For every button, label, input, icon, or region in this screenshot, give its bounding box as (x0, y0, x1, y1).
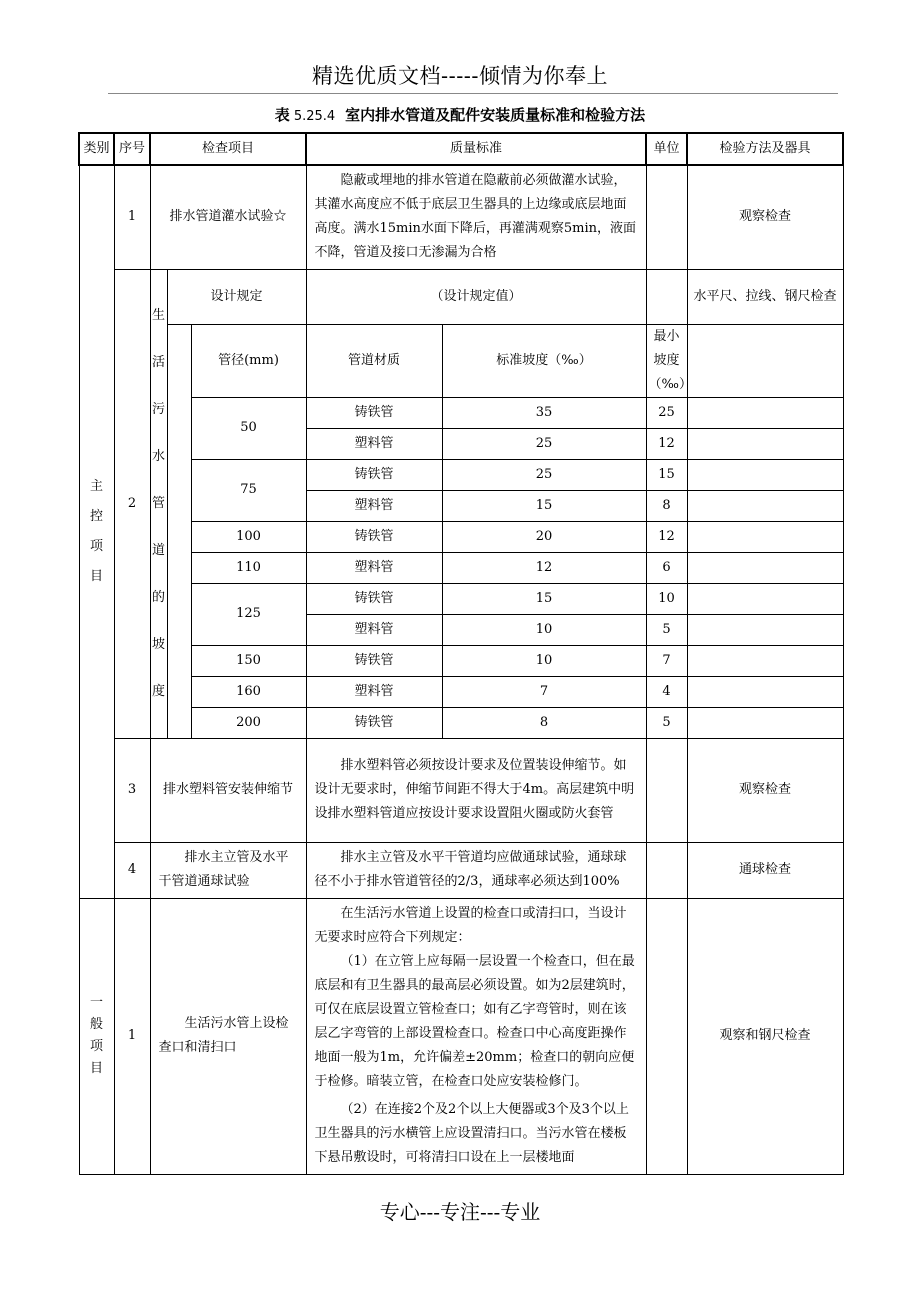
category-general-label: 一般项目 (90, 995, 104, 1076)
seq-cell: 3 (114, 738, 150, 842)
std-slope-cell: 10 (442, 645, 646, 676)
seq-cell: 2 (114, 269, 150, 738)
standard-intro: 在生活污水管道上设置的检查口或清扫口，当设计无要求时应符合下列规定： (314, 906, 627, 945)
std-slope-cell: 10 (442, 614, 646, 645)
min-slope-cell: 5 (646, 707, 687, 738)
unit-cell (687, 552, 843, 583)
unit-cell (646, 269, 687, 324)
item-cell: 排水主立管及水平干管道通球试验 (150, 842, 306, 898)
method-cell: 观察检查 (687, 165, 843, 269)
unit-cell (687, 428, 843, 459)
std-slope-cell: 25 (442, 459, 646, 490)
min-slope-cell: 12 (646, 521, 687, 552)
slope-row (79, 645, 843, 676)
material-cell: 塑料管 (306, 490, 442, 521)
material-cell: 铸铁管 (306, 521, 442, 552)
design-label: 设计规定 (167, 269, 306, 324)
min-slope-cell: 6 (646, 552, 687, 583)
page-footer: 专心---专注---专业 (379, 1200, 541, 1224)
method-cell: 通球检查 (687, 842, 843, 898)
diameter-cell: 200 (191, 707, 306, 738)
min-slope-cell: 12 (646, 428, 687, 459)
col-unit: 单位 (646, 133, 687, 165)
std-slope-cell: 12 (442, 552, 646, 583)
std-slope-cell: 15 (442, 490, 646, 521)
min-slope-cell: 10 (646, 583, 687, 614)
slope-row (79, 707, 843, 738)
main-row-3 (79, 738, 843, 842)
header-divider (108, 93, 838, 94)
standard-cell: 排水主立管及水平干管道均应做通球试验，通球球径不小于排水管道管径的2/3，通球率必须达到100% (306, 842, 646, 898)
standard-cell: 排水塑料管必须按设计要求及位置装设伸缩节。如设计无要求时，伸缩节间距不得大于4m。高层建筑中明设排水塑料管道应按设计要求设置阻火圈或防火套管 (306, 738, 646, 842)
std-slope-cell: 35 (442, 397, 646, 428)
item-cell: 排水管道灌水试验☆ (150, 165, 306, 269)
caption-title: 室内排水管道及配件安装质量标准和检验方法 (345, 106, 646, 124)
standard-cell (306, 898, 646, 1174)
main-row-1 (79, 165, 843, 269)
slope-row (79, 676, 843, 707)
diameter-cell: 50 (191, 397, 306, 459)
table-caption (0, 104, 920, 125)
seq-cell: 1 (114, 165, 150, 269)
quality-standard-table (78, 132, 844, 1175)
unit-cell (687, 490, 843, 521)
std-spacer (167, 324, 191, 738)
min-slope-cell: 5 (646, 614, 687, 645)
slope-row (79, 552, 843, 583)
diameter-cell: 125 (191, 583, 306, 645)
col-item: 检查项目 (150, 133, 306, 165)
slope-subheader-row (79, 324, 843, 397)
min-slope-cell: 4 (646, 676, 687, 707)
caption-prefix: 表 (274, 106, 290, 124)
unit-cell (646, 165, 687, 269)
material-cell: 铸铁管 (306, 583, 442, 614)
design-value: （设计规定值） (306, 269, 646, 324)
col-material: 管道材质 (306, 324, 442, 397)
unit-cell (687, 614, 843, 645)
slope-row (79, 583, 843, 614)
seq-cell: 1 (114, 898, 150, 1174)
material-cell: 铸铁管 (306, 397, 442, 428)
material-cell: 塑料管 (306, 676, 442, 707)
slope-row (79, 459, 843, 490)
item-cell: 排水塑料管安装伸缩节 (150, 738, 306, 842)
col-min-slope: 最小坡度（‰） (646, 324, 687, 397)
standard-cell: 隐蔽或埋地的排水管道在隐蔽前必须做灌水试验，其灌水高度应不低于底层卫生器具的上边缘或底层地面高度。满水15min水面下降后，再灌满观察5min，液面不降，管道及接口无渗漏为合格 (306, 165, 646, 269)
standard-clause-1: （1）在立管上应每隔一层设置一个检查口，但在最底层和有卫生器具的最高层必须设置。如为2层建筑时，可仅在底层设置立管检查口；如有乙字弯管时，则在该层乙字弯管的上部设置检查口。检查口中心高度距操作地面一般为1m，允许偏差±20mm；检查口的朝向应便于检修。暗装立管，在检查口处应安装检修门。 (314, 954, 635, 1089)
item-cell: 生活污水管上设检查口和清扫口 (150, 898, 306, 1174)
slope-row (79, 397, 843, 428)
material-cell: 铸铁管 (306, 645, 442, 676)
method-cell: 观察检查 (687, 738, 843, 842)
col-category: 类别 (79, 133, 114, 165)
slope-label-text: 生活污水管道的坡度 (152, 308, 166, 699)
unit-cell (646, 842, 687, 898)
unit-cell (646, 738, 687, 842)
std-slope-cell: 25 (442, 428, 646, 459)
method-cell: 观察和钢尺检查 (687, 898, 843, 1174)
diameter-cell: 75 (191, 459, 306, 521)
min-slope-cell: 7 (646, 645, 687, 676)
unit-cell (687, 583, 843, 614)
slope-label (150, 269, 167, 738)
diameter-cell: 150 (191, 645, 306, 676)
unit-cell (687, 707, 843, 738)
standard-clause-2: （2）在连接2个及2个以上大便器或3个及3个以上卫生器具的污水横管上应设置清扫口。当污水管在楼板下悬吊敷设时，可将清扫口设在上一层楼地面 (314, 1102, 629, 1165)
material-cell: 铸铁管 (306, 707, 442, 738)
unit-cell (687, 645, 843, 676)
slope-row (79, 521, 843, 552)
unit-cell (687, 324, 843, 397)
material-cell: 塑料管 (306, 428, 442, 459)
col-standard: 质量标准 (306, 133, 646, 165)
caption-number: 5.25.4 (293, 109, 336, 124)
std-slope-cell: 7 (442, 676, 646, 707)
category-main (79, 165, 114, 898)
diameter-cell: 100 (191, 521, 306, 552)
material-cell: 塑料管 (306, 614, 442, 645)
material-cell: 铸铁管 (306, 459, 442, 490)
unit-cell (687, 521, 843, 552)
min-slope-cell: 25 (646, 397, 687, 428)
category-general (79, 898, 114, 1174)
unit-cell (646, 898, 687, 1174)
category-main-label: 主控项目 (90, 478, 104, 584)
unit-cell (687, 459, 843, 490)
col-seq: 序号 (114, 133, 150, 165)
unit-cell (687, 397, 843, 428)
col-method: 检验方法及器具 (687, 133, 843, 165)
min-slope-cell: 8 (646, 490, 687, 521)
min-slope-cell: 15 (646, 459, 687, 490)
material-cell: 塑料管 (306, 552, 442, 583)
std-slope-cell: 8 (442, 707, 646, 738)
diameter-cell: 110 (191, 552, 306, 583)
main-row-4 (79, 842, 843, 898)
design-method: 水平尺、拉线、钢尺检查 (687, 269, 843, 324)
col-diameter: 管径(mm) (191, 324, 306, 397)
seq-cell: 4 (114, 842, 150, 898)
std-slope-cell: 20 (442, 521, 646, 552)
unit-cell (687, 676, 843, 707)
col-std-slope: 标准坡度（‰） (442, 324, 646, 397)
diameter-cell: 160 (191, 676, 306, 707)
header-row (79, 133, 843, 165)
main-row-2-design (79, 269, 843, 324)
page-header: 精选优质文档-----倾情为你奉上 (312, 64, 608, 88)
general-row-1 (79, 898, 843, 1174)
std-slope-cell: 15 (442, 583, 646, 614)
